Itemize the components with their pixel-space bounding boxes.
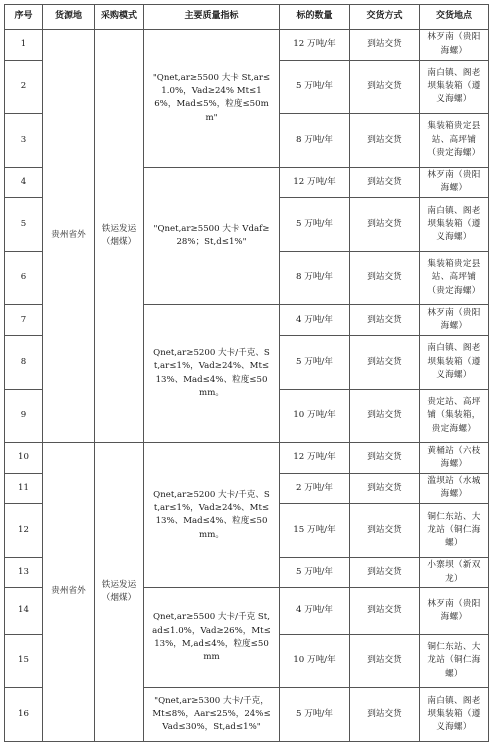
- delivery-place: 铜仁东站、大龙站（铜仁海螺）: [420, 504, 489, 558]
- delivery-method: 到站交货: [350, 335, 420, 389]
- source-origin: 贵州省外: [43, 443, 95, 742]
- quality-requirement: Qnet,ar≥5200 大卡/千克、St,ar≤1%，Vad≥24%、Mt≤13%、Mad≤4%、粒度≤50mm。: [144, 443, 280, 588]
- quantity: 15 万吨/年: [280, 504, 350, 558]
- header-cell: 序号: [5, 5, 43, 30]
- delivery-place: 林歹南（贵阳海螺）: [420, 167, 489, 198]
- row-number: 6: [5, 251, 43, 305]
- delivery-place: 林歹南（贵阳海螺）: [420, 305, 489, 336]
- delivery-method: 到站交货: [350, 473, 420, 504]
- delivery-method: 到站交货: [350, 167, 420, 198]
- delivery-place: 南白镇、阁老坝集装箱（遵义海螺）: [420, 60, 489, 114]
- header-cell: 主要质量指标: [144, 5, 280, 30]
- row-number: 7: [5, 305, 43, 336]
- quantity: 4 万吨/年: [280, 588, 350, 634]
- quantity: 4 万吨/年: [280, 305, 350, 336]
- row-number: 8: [5, 335, 43, 389]
- delivery-place: 林歹南（贵阳海螺）: [420, 30, 489, 61]
- row-number: 5: [5, 198, 43, 252]
- delivery-method: 到站交货: [350, 114, 420, 168]
- row-number: 11: [5, 473, 43, 504]
- quantity: 10 万吨/年: [280, 634, 350, 688]
- delivery-place: 小寨坝（新双龙）: [420, 557, 489, 588]
- delivery-method: 到站交货: [350, 504, 420, 558]
- quantity: 8 万吨/年: [280, 251, 350, 305]
- row-number: 3: [5, 114, 43, 168]
- delivery-place: 集装箱贵定县站、高坪铺（贵定海螺）: [420, 251, 489, 305]
- quantity: 5 万吨/年: [280, 688, 350, 742]
- header-row: [5, 5, 489, 30]
- quantity: 5 万吨/年: [280, 557, 350, 588]
- delivery-method: 到站交货: [350, 688, 420, 742]
- quantity: 12 万吨/年: [280, 30, 350, 61]
- row-number: 9: [5, 389, 43, 443]
- quantity: 5 万吨/年: [280, 335, 350, 389]
- quantity: 10 万吨/年: [280, 389, 350, 443]
- delivery-place: 集装箱贵定县站、高坪铺（贵定海螺）: [420, 114, 489, 168]
- row-number: 16: [5, 688, 43, 742]
- delivery-place: 滥坝站（水城海螺）: [420, 473, 489, 504]
- quality-requirement: Qnet,ar≥5200 大卡/千克、St,ar≤1%，Vad≥24%、Mt≤13%、Mad≤4%、粒度≤50mm。: [144, 305, 280, 443]
- header-cell: 交货方式: [350, 5, 420, 30]
- delivery-method: 到站交货: [350, 198, 420, 252]
- row-number: 14: [5, 588, 43, 634]
- delivery-method: 到站交货: [350, 30, 420, 61]
- table-row: [5, 443, 489, 474]
- row-number: 13: [5, 557, 43, 588]
- quantity: 5 万吨/年: [280, 60, 350, 114]
- quality-requirement: "Qnet,ar≥5300 大卡/千克，Mt≤8%，Aar≤25%，24%≤Vad≤30%，St,ad≤1%": [144, 688, 280, 742]
- quantity: 12 万吨/年: [280, 443, 350, 474]
- quality-requirement: "Qnet,ar≥5500 大卡 St,ar≤1.0%，Vad≥24% Mt≤16%，Mad≤5%，粒度≤50mm": [144, 30, 280, 168]
- delivery-method: 到站交货: [350, 389, 420, 443]
- delivery-place: 林歹南（贵阳海螺）: [420, 588, 489, 634]
- quantity: 2 万吨/年: [280, 473, 350, 504]
- delivery-place: 南白镇、阁老坝集装箱（遵义海螺）: [420, 198, 489, 252]
- delivery-method: 到站交货: [350, 634, 420, 688]
- row-number: 12: [5, 504, 43, 558]
- source-origin: 贵州省外: [43, 30, 95, 443]
- delivery-place: 黄桶站（六枝海螺）: [420, 443, 489, 474]
- quality-requirement: Qnet,ar≥5500 大卡/千克 St,ad≤1.0%，Vad≥26%，Mt≤13%，M,ad≤4%，粒度≤50mm: [144, 588, 280, 688]
- row-number: 4: [5, 167, 43, 198]
- quantity: 8 万吨/年: [280, 114, 350, 168]
- row-number: 1: [5, 30, 43, 61]
- header-cell: 采购模式: [95, 5, 144, 30]
- quality-requirement: "Qnet,ar≥5500 大卡 Vdaf≥28%；St,d≤1%": [144, 167, 280, 305]
- coal-procurement-table: [4, 4, 489, 742]
- delivery-place: 南白镇、阁老坝集装箱（遵义海螺）: [420, 335, 489, 389]
- row-number: 2: [5, 60, 43, 114]
- procurement-mode: 铁运发运 （烟煤）: [95, 443, 144, 742]
- delivery-place: 贵定站、高坪铺（集装箱，贵定海螺）: [420, 389, 489, 443]
- header-cell: 标的数量: [280, 5, 350, 30]
- delivery-method: 到站交货: [350, 251, 420, 305]
- delivery-method: 到站交货: [350, 60, 420, 114]
- procurement-mode: 铁运发运 （烟煤）: [95, 30, 144, 443]
- quantity: 12 万吨/年: [280, 167, 350, 198]
- delivery-method: 到站交货: [350, 443, 420, 474]
- delivery-place: 铜仁东站、大龙站（铜仁海螺）: [420, 634, 489, 688]
- delivery-method: 到站交货: [350, 588, 420, 634]
- row-number: 15: [5, 634, 43, 688]
- table-row: [5, 30, 489, 61]
- row-number: 10: [5, 443, 43, 474]
- quantity: 5 万吨/年: [280, 198, 350, 252]
- delivery-place: 南白镇、阁老坝集装箱（遵义海螺）: [420, 688, 489, 742]
- header-cell: 货源地: [43, 5, 95, 30]
- header-cell: 交货地点: [420, 5, 489, 30]
- delivery-method: 到站交货: [350, 305, 420, 336]
- delivery-method: 到站交货: [350, 557, 420, 588]
